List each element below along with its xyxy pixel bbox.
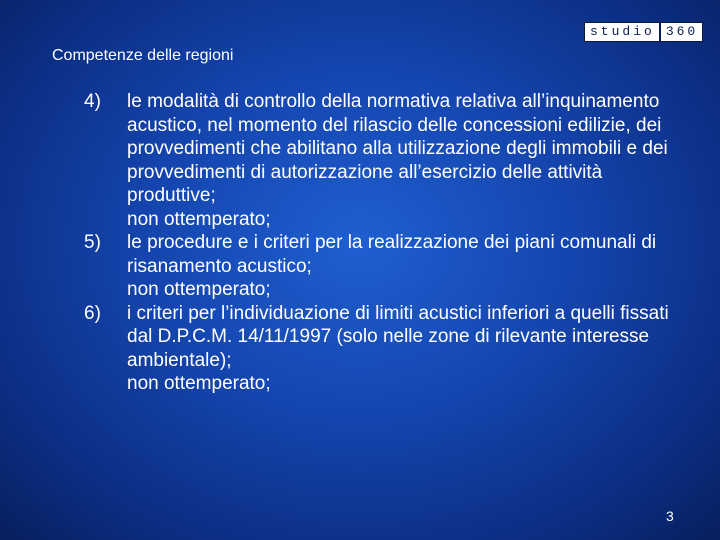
list-item-number: 6) — [84, 302, 101, 324]
list-item — [84, 90, 694, 231]
section-title: Competenze delle regioni — [52, 47, 234, 64]
list-item-body — [127, 231, 694, 302]
logo-right-text: 360 — [659, 23, 702, 41]
studio-360-logo — [584, 22, 703, 42]
logo-left-text: studio — [585, 23, 659, 41]
list-item-number: 4) — [84, 91, 101, 112]
page-number: 3 — [666, 508, 674, 524]
list-item-text: i criteri per l’individuazione di limiti acustici inferiori a quelli fissati dal D.P.C.M. 14/11/1997 (solo nelle zone di rilevante interesse ambientale); — [127, 302, 669, 371]
list-item-status: non ottemperato; — [127, 208, 271, 230]
numbered-list — [84, 90, 694, 396]
list-item-text: le procedure e i criteri per la realizzazione dei piani comunali di risanamento acustico; — [127, 232, 657, 277]
list-item-status: non ottemperato; — [127, 373, 271, 394]
list-item — [84, 302, 694, 396]
list-item — [84, 231, 694, 302]
list-item-body — [127, 302, 694, 396]
list-item-status: non ottemperato; — [127, 279, 271, 300]
list-item-body — [127, 90, 694, 231]
list-item-text: le modalità di controllo della normativa relativa all’inquinamento acustico, nel momento del rilascio delle concessioni edilizie, dei provvedimenti che abilitano alla utilizzazione degli immobili e dei provvedimenti di autorizzazione all’esercizio delle attività produttive; — [127, 91, 668, 206]
list-item-number: 5) — [84, 232, 101, 253]
